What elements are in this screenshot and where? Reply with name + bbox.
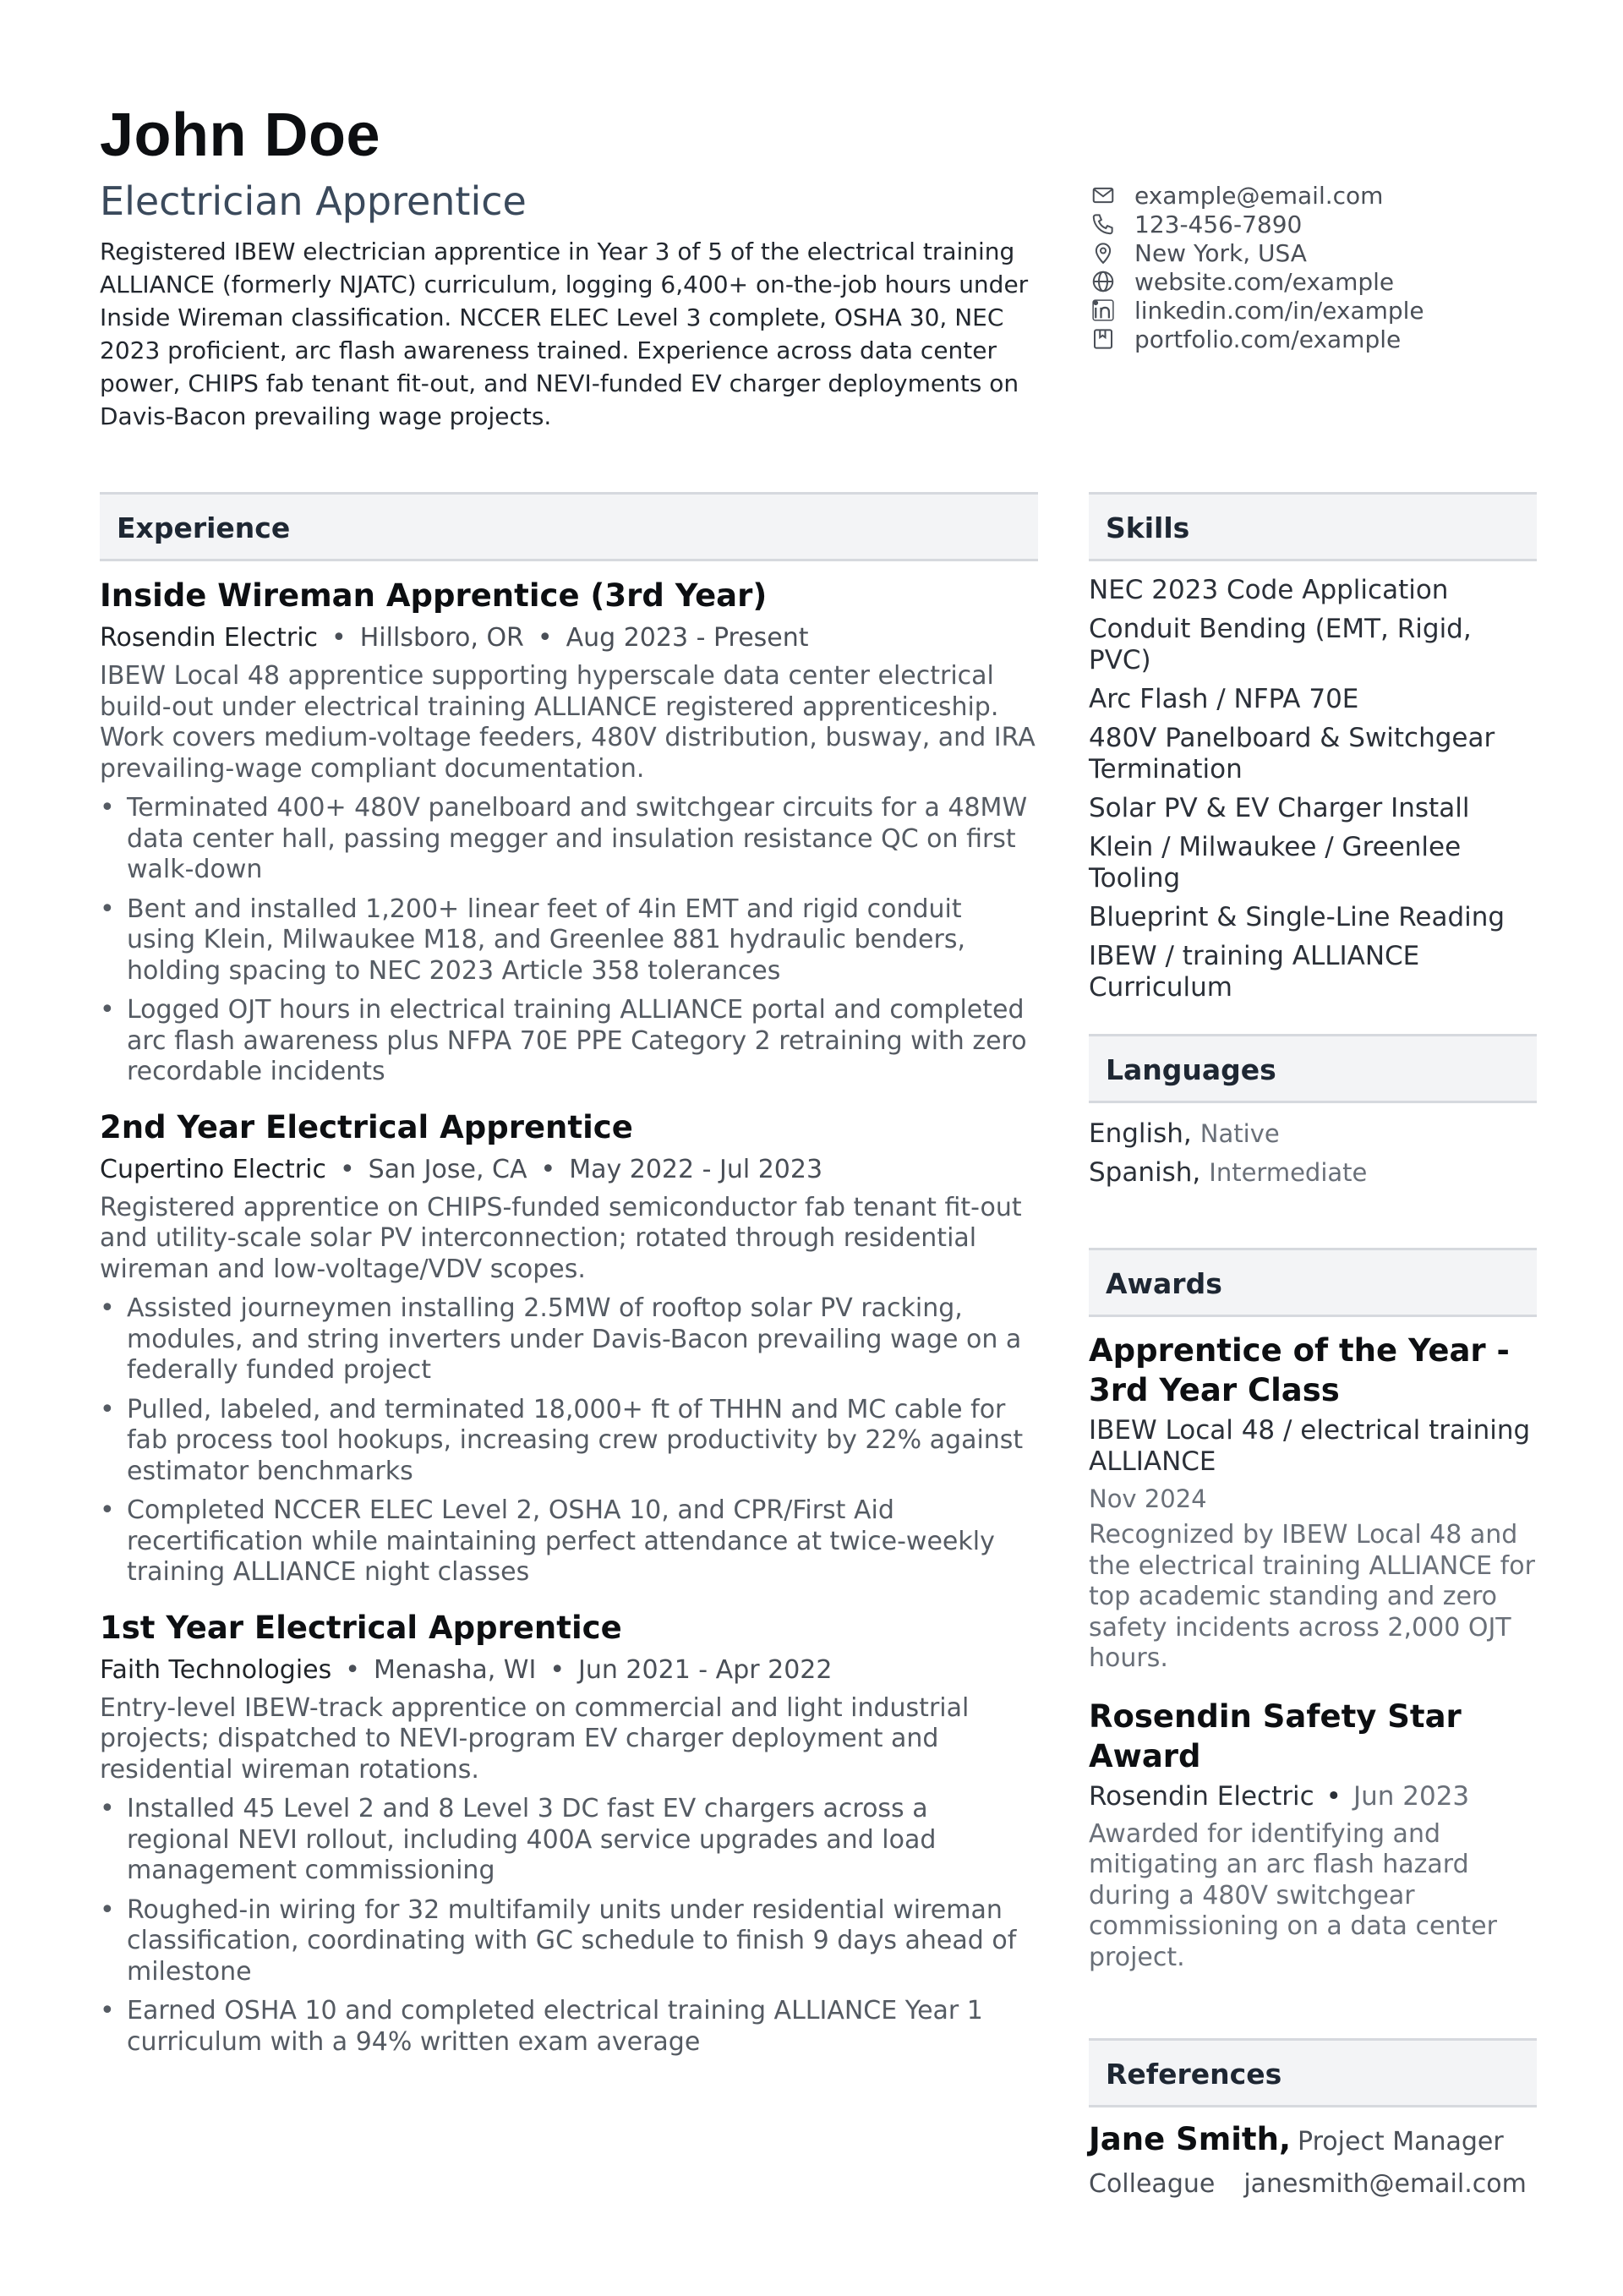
job-title: 2nd Year Electrical Apprentice	[100, 1108, 633, 1145]
contact-website-text: website.com/example	[1134, 267, 1395, 296]
location-pin-icon	[1089, 240, 1118, 265]
job-description: Entry-level IBEW-track apprentice on commercial and light industrial projects; dispatched to NEVI-program EV charger deployment and residential wireman rotations.	[100, 1692, 970, 1785]
job-bullet: • Logged OJT hours in electrical training ALLIANCE portal and completed arc flash awareness plus NFPA 70E PPE Category 2 retraining with zero recordable incidents	[100, 995, 1038, 1088]
contact-linkedin-text: linkedin.com/in/example	[1134, 296, 1424, 325]
summary-paragraph: Registered IBEW electrician apprentice in Year 3 of 5 of the electrical training ALLIANCE (formerly NJATC) curriculum, logging 6,400+ on-the-job hours under Inside Wireman classification. NCCER ELEC Level 3 complete, OSHA 30, NEC 2023 proficient, arc flash awareness trained. Experience across data center power, CHIPS fab tenant fit-out, and NEVI-funded EV charger deployments on Davis-Bacon prevailing wage projects.	[100, 238, 1029, 430]
award-date: Jun 2023	[1352, 1780, 1470, 1812]
skill-item: 480V Panelboard & Switchgear Termination	[1089, 723, 1495, 784]
contact-list	[1089, 181, 1562, 353]
job-bullets	[100, 1794, 1038, 2058]
globe-icon	[1089, 269, 1118, 294]
language-item	[1089, 1153, 1537, 1192]
reference-email[interactable]: janesmith@email.com	[1243, 2169, 1527, 2199]
job-dates: Jun 2021 - Apr 2022	[578, 1654, 833, 1685]
portfolio-icon	[1089, 326, 1118, 352]
skill-item: IBEW / training ALLIANCE Curriculum	[1089, 941, 1420, 1003]
job-meta	[100, 1649, 1038, 1692]
job-company: Rosendin Electric	[100, 623, 319, 653]
phone-icon	[1089, 211, 1118, 237]
job-bullet: • Roughed-in wiring for 32 multifamily units under residential wireman classification, coordinating with GC schedule to finish 9 days ahead of milestone	[100, 1895, 1038, 1988]
reference-contact-line	[1089, 2163, 1537, 2206]
award-org: IBEW Local 48 / electrical training ALLIANCE	[1089, 1415, 1531, 1477]
skill-item: Arc Flash / NFPA 70E	[1089, 684, 1359, 714]
separator-dot: •	[339, 1154, 355, 1184]
contact-location-text: New York, USA	[1134, 238, 1307, 267]
skills-heading: Skills	[1106, 511, 1190, 544]
awards-heading: Awards	[1106, 1267, 1222, 1300]
contact-phone-text: 123-456-7890	[1134, 210, 1303, 238]
job-location: Menasha, WI	[373, 1654, 537, 1685]
award-date: Nov 2024	[1089, 1484, 1207, 1513]
candidate-role: Electrician Apprentice	[100, 178, 527, 224]
job-bullets	[100, 793, 1038, 1088]
experience-entry	[100, 575, 1038, 1088]
award-title: Rosendin Safety Star Award	[1089, 1697, 1462, 1774]
awards-section-header	[1089, 1248, 1537, 1317]
references-section-header	[1089, 2038, 1537, 2107]
skill-item: Solar PV & EV Charger Install	[1089, 793, 1470, 823]
award-org-line	[1089, 1781, 1537, 1812]
contact-portfolio[interactable]	[1089, 325, 1562, 353]
skills-list	[1089, 575, 1537, 1011]
award-description: Awarded for identifying and mitigating an arc flash hazard during a 480V switchgear commissioning on a data center project.	[1089, 1818, 1497, 1972]
job-company: Faith Technologies	[100, 1654, 332, 1685]
experience-section-header	[100, 492, 1038, 561]
job-bullet: • Terminated 400+ 480V panelboard and switchgear circuits for a 48MW data center hall, passing megger and insulation resistance QC on first walk-down	[100, 793, 1038, 886]
awards-list	[1089, 1331, 1537, 1973]
language-level: Native	[1199, 1119, 1280, 1148]
contact-email-text: example@email.com	[1134, 181, 1384, 210]
references-list	[1089, 2118, 1537, 2206]
languages-list	[1089, 1114, 1537, 1192]
job-dates: Aug 2023 - Present	[566, 623, 809, 653]
contact-linkedin[interactable]	[1089, 296, 1562, 325]
experience-entry	[100, 1107, 1038, 1588]
languages-section-header	[1089, 1034, 1537, 1103]
job-title: Inside Wireman Apprentice (3rd Year)	[100, 577, 768, 614]
job-meta	[100, 1149, 1038, 1191]
separator-dot: •	[345, 1654, 360, 1685]
job-title: 1st Year Electrical Apprentice	[100, 1609, 622, 1646]
job-bullet: • Earned OSHA 10 and completed electrical training ALLIANCE Year 1 curriculum with a 94% written exam average	[100, 1996, 1038, 2058]
job-description: Registered apprentice on CHIPS-funded semiconductor fab tenant fit-out and utility-scale solar PV interconnection; rotated through residential wireman and low-voltage/VDV scopes.	[100, 1192, 1022, 1284]
skill-item: Conduit Bending (EMT, Rigid, PVC)	[1089, 614, 1472, 675]
language-name: Spanish,	[1089, 1157, 1201, 1188]
separator-dot: •	[331, 623, 347, 653]
separator-dot: •	[540, 1154, 556, 1184]
contact-email[interactable]	[1089, 181, 1562, 210]
award-entry	[1089, 1697, 1537, 1974]
job-bullet: • Installed 45 Level 2 and 8 Level 3 DC fast EV chargers across a regional NEVI rollout, including 400A service upgrades and load management commissioning	[100, 1794, 1038, 1887]
award-description: Recognized by IBEW Local 48 and the electrical training ALLIANCE for top academic standing and zero safety incidents across 2,000 OJT hours.	[1089, 1520, 1535, 1673]
contact-location	[1089, 238, 1562, 267]
skills-section-header	[1089, 492, 1537, 561]
contact-phone[interactable]	[1089, 210, 1562, 238]
job-bullet: • Pulled, labeled, and terminated 18,000+ ft of THHN and MC cable for fab process tool hookups, increasing crew productivity by 22% against estimator benchmarks	[100, 1395, 1038, 1488]
reference-name-line	[1089, 2118, 1537, 2163]
skill-item: Blueprint & Single-Line Reading	[1089, 902, 1506, 932]
contact-website[interactable]	[1089, 267, 1562, 296]
experience-heading: Experience	[117, 511, 291, 544]
reference-relation: Colleague	[1089, 2169, 1216, 2199]
language-name: English,	[1089, 1118, 1192, 1149]
award-title: Apprentice of the Year - 3rd Year Class	[1089, 1332, 1510, 1408]
language-item	[1089, 1114, 1537, 1153]
job-company: Cupertino Electric	[100, 1154, 326, 1184]
job-meta	[100, 617, 1038, 659]
job-bullet: • Bent and installed 1,200+ linear feet of 4in EMT and rigid conduit using Klein, Milwaukee M18, and Greenlee 881 hydraulic benders, holding spacing to NEC 2023 Article 358 tolerances	[100, 894, 1038, 987]
job-description: IBEW Local 48 apprentice supporting hyperscale data center electrical build-out under electrical training ALLIANCE registered apprenticeship. Work covers medium-voltage feeders, 480V distribution, busway, and IRA prevailing-wage compliant documentation.	[100, 661, 1036, 784]
job-location: Hillsboro, OR	[359, 623, 524, 653]
skill-item: Klein / Milwaukee / Greenlee Tooling	[1089, 832, 1462, 894]
job-location: San Jose, CA	[368, 1154, 527, 1184]
award-entry	[1089, 1331, 1537, 1675]
reference-position: Project Manager	[1298, 2127, 1504, 2157]
contact-portfolio-text: portfolio.com/example	[1134, 325, 1402, 353]
skill-item: NEC 2023 Code Application	[1089, 575, 1449, 605]
job-bullets	[100, 1293, 1038, 1588]
experience-list	[100, 575, 1038, 2076]
job-bullet: • Completed NCCER ELEC Level 2, OSHA 10, and CPR/First Aid recertification while maintaining perfect attendance at twice-weekly training ALLIANCE night classes	[100, 1495, 1038, 1588]
reference-name: Jane Smith,	[1089, 2121, 1292, 2157]
experience-entry	[100, 1607, 1038, 2058]
candidate-name: John Doe	[100, 101, 381, 169]
job-bullet: • Assisted journeymen installing 2.5MW of rooftop solar PV racking, modules, and string inverters under Davis-Bacon prevailing wage on a federally funded project	[100, 1293, 1038, 1386]
job-dates: May 2022 - Jul 2023	[569, 1154, 823, 1184]
award-org: Rosendin Electric	[1089, 1780, 1314, 1812]
references-heading: References	[1106, 2058, 1282, 2091]
linkedin-icon	[1089, 298, 1118, 323]
separator-dot: •	[1325, 1780, 1342, 1812]
email-icon	[1089, 183, 1118, 208]
language-level: Intermediate	[1209, 1158, 1368, 1187]
languages-heading: Languages	[1106, 1053, 1276, 1086]
separator-dot: •	[549, 1654, 566, 1685]
separator-dot: •	[537, 623, 553, 653]
